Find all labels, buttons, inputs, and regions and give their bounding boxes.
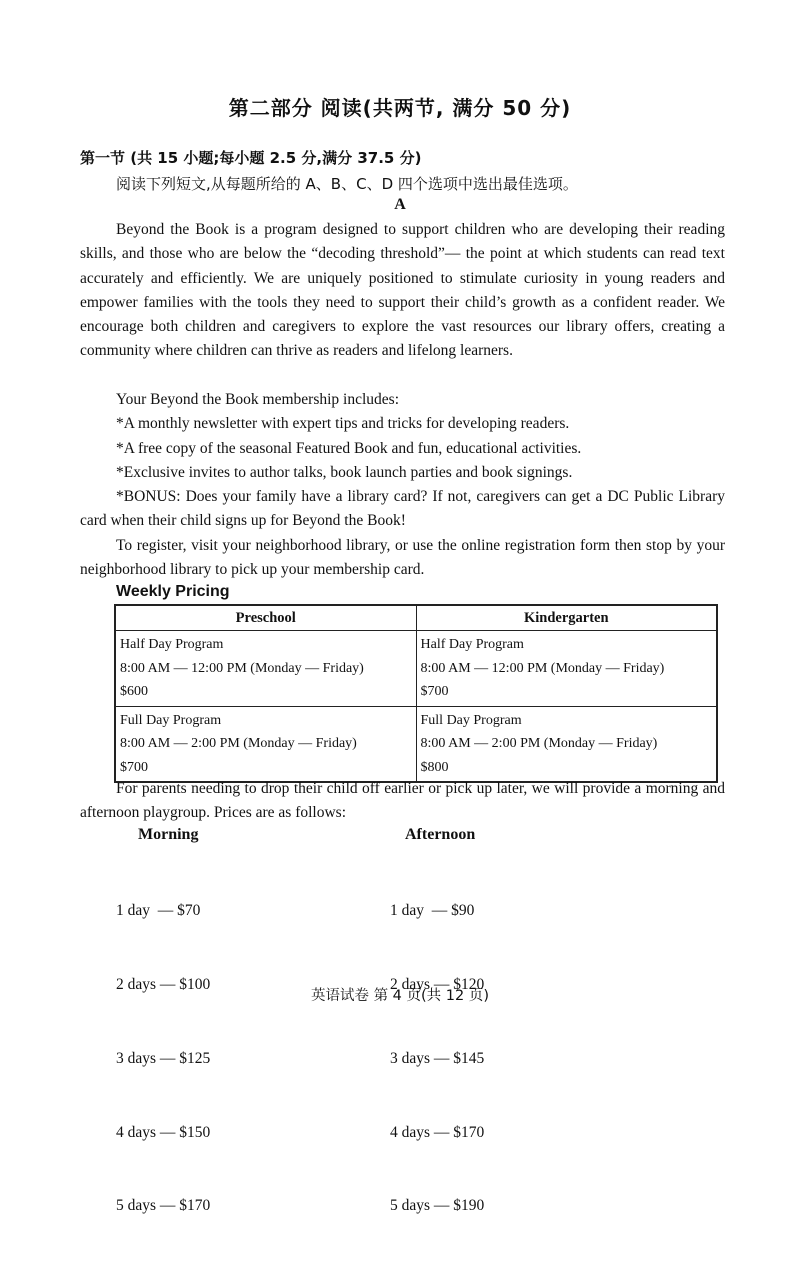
afternoon-price-list (390, 850, 484, 1268)
benefit-item: *Exclusive invites to author talks, book launch parties and book signings. (116, 463, 573, 481)
program-hours: 8:00 AM — 12:00 PM (Monday — Friday) (120, 660, 364, 676)
list-item: 4 days — $150 (116, 1123, 211, 1141)
program-hours: 8:00 AM — 12:00 PM (Monday — Friday) (420, 660, 665, 676)
program-name: Full Day Program (120, 712, 222, 728)
passage-intro: Beyond the Book is a program designed to support children who are developing their reading skills, and those who are below the “decoding threshold”— the point at which students can read text accurately and efficiently. We are uniquely positioned to stimulate curiosity in young readers and empower families with the tools they need to support their child’s growth as a confident reader. We encourage both children and caregivers to explore the vast resources our library offers, creating a community where children can thrive as readers and lifelong learners. (80, 221, 725, 360)
program-price: $800 (420, 759, 449, 775)
list-item: 3 days — $145 (390, 1049, 485, 1067)
passage-letter: A (394, 196, 406, 213)
program-price: $700 (120, 759, 148, 775)
membership-intro: Your Beyond the Book membership includes: (116, 391, 400, 408)
program-name: Full Day Program (420, 712, 522, 728)
table-cell (416, 706, 717, 782)
benefit-item: *A monthly newsletter with expert tips and tricks for developing readers. (116, 415, 570, 433)
pricing-title: Weekly Pricing (116, 583, 230, 600)
program-name: Half Day Program (120, 637, 224, 652)
table-row (115, 706, 717, 782)
column-header-preschool: Preschool (115, 605, 416, 631)
table-header-row (115, 605, 717, 631)
pricing-table (114, 604, 718, 783)
table-cell (115, 706, 416, 782)
list-item: 2 days — $120 (390, 975, 485, 993)
part-title: 第二部分 阅读(共两节, 满分 50 分) (228, 96, 572, 120)
table-row (115, 631, 717, 707)
column-header-kindergarten: Kindergarten (416, 605, 717, 631)
program-price: $600 (120, 684, 148, 699)
list-item: 2 days — $100 (116, 975, 211, 993)
section-heading: 第一节 (共 15 小题;每小题 2.5 分,满分 37.5 分) (80, 149, 422, 167)
register-paragraph: To register, visit your neighborhood library, or use the online registration form then stop by your neighborhood library to pick up your membership card. (80, 537, 725, 579)
program-hours: 8:00 AM — 2:00 PM (Monday — Friday) (420, 736, 658, 751)
morning-heading: Morning (138, 826, 199, 843)
list-item: 5 days — $190 (390, 1197, 485, 1215)
list-item: 5 days — $170 (116, 1197, 211, 1215)
program-name: Half Day Program (420, 637, 524, 652)
list-item: 1 day — $70 (116, 902, 201, 920)
program-price: $700 (420, 684, 449, 699)
table-cell (416, 631, 717, 707)
morning-price-list (116, 850, 210, 1268)
list-item: 1 day — $90 (390, 902, 475, 920)
playgroup-note: For parents needing to drop their child off earlier or pick up later, we will provide a morning and afternoon playgroup. Prices are as follows: (80, 780, 725, 822)
page-footer: 英语试卷 第 4 页(共 12 页) (310, 988, 490, 1004)
membership-list (80, 388, 725, 534)
list-item: 4 days — $170 (390, 1123, 485, 1141)
benefit-item: *A free copy of the seasonal Featured Book and fun, educational activities. (116, 439, 582, 457)
benefit-item: *BONUS: Does your family have a library card? If not, caregivers can get a DC Public Library card when their child signs up for Beyond the Book! (80, 488, 725, 530)
instruction-text: 阅读下列短文,从每题所给的 A、B、C、D 四个选项中选出最佳选项。 (116, 175, 578, 193)
list-item: 3 days — $125 (116, 1049, 211, 1067)
afternoon-heading: Afternoon (405, 826, 476, 843)
table-cell (115, 631, 416, 707)
program-hours: 8:00 AM — 2:00 PM (Monday — Friday) (120, 736, 357, 751)
